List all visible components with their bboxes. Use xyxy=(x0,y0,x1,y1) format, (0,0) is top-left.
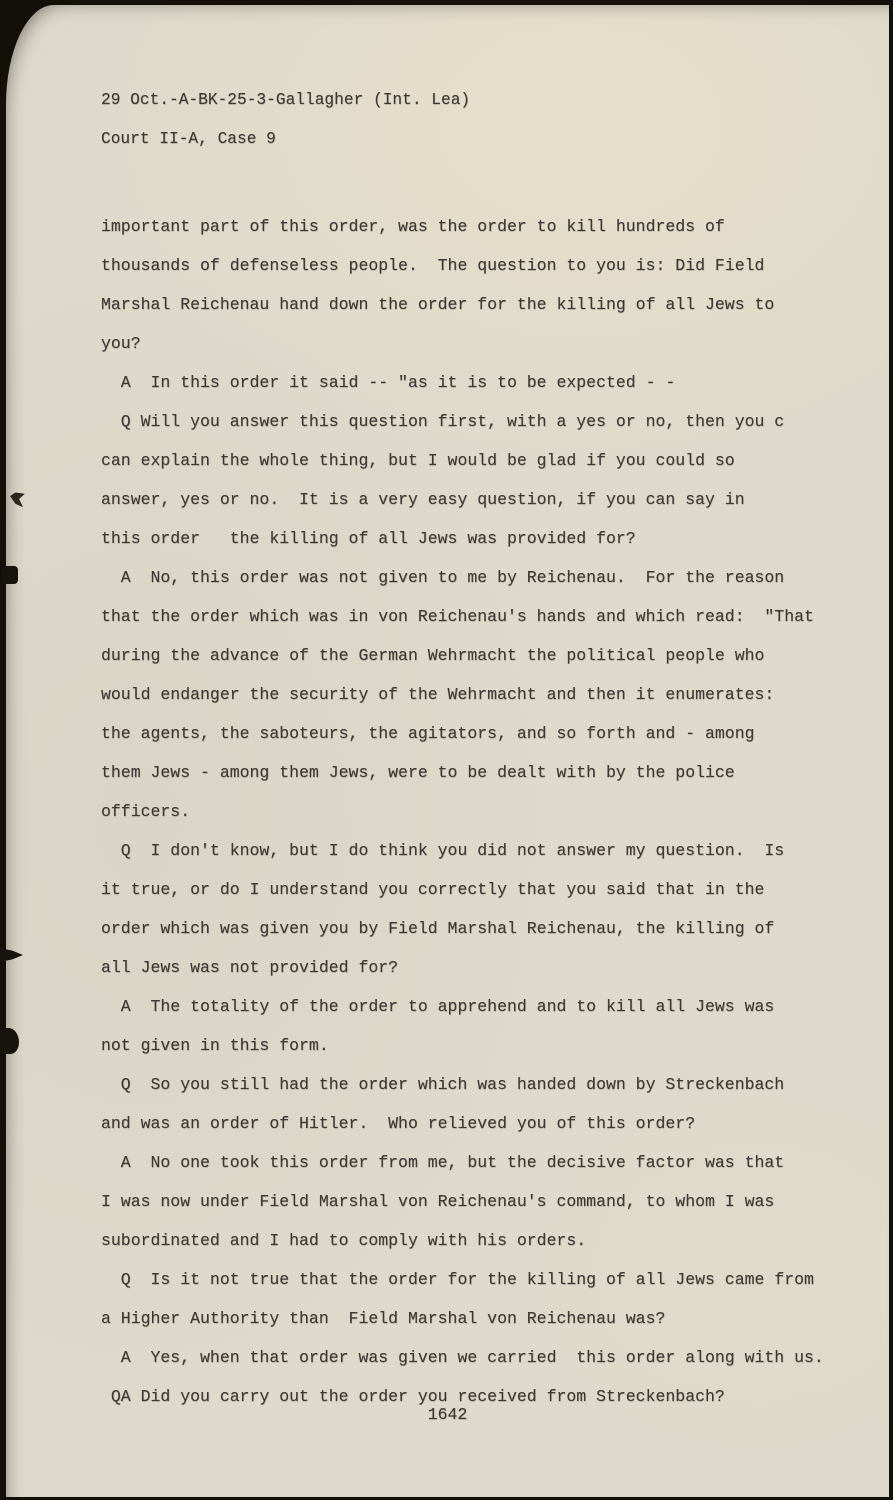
paper-sheet xyxy=(6,5,889,1497)
typed-line: important part of this order, was the order to kill hundreds of xyxy=(101,217,725,236)
typed-line: I was now under Field Marshal von Reichenau's command, to whom I was xyxy=(101,1192,775,1211)
header-line: 29 Oct.-A-BK-25-3-Gallagher (Int. Lea) xyxy=(101,91,471,109)
typed-line: can explain the whole thing, but I would be glad if you could so xyxy=(101,451,735,470)
typed-line: it true, or do I understand you correctly that you said that in the xyxy=(101,880,765,899)
typed-line: A The totality of the order to apprehend and to kill all Jews was xyxy=(101,997,775,1016)
typed-line: all Jews was not provided for? xyxy=(101,958,399,977)
typed-line: Q Is it not true that the order for the killing of all Jews came from xyxy=(101,1270,814,1289)
typed-line: a Higher Authority than Field Marshal von Reichenau was? xyxy=(101,1309,666,1328)
typed-line: Q I don't know, but I do think you did not answer my question. Is xyxy=(101,841,785,860)
typed-line: that the order which was in von Reichenau's hands and which read: "That xyxy=(101,607,814,626)
typed-line: A In this order it said -- "as it is to be expected - - xyxy=(101,373,676,392)
typed-line: QA Did you carry out the order you received from Streckenbach? xyxy=(101,1387,725,1406)
typed-line: the agents, the saboteurs, the agitators, and so forth and - among xyxy=(101,724,755,743)
typed-line: not given in this form. xyxy=(101,1036,329,1055)
typed-line: during the advance of the German Wehrmacht the political people who xyxy=(101,646,765,665)
typed-line: and was an order of Hitler. Who relieved you of this order? xyxy=(101,1114,696,1133)
typed-line: A No one took this order from me, but the decisive factor was that xyxy=(101,1153,785,1172)
page-number: 1642 xyxy=(427,1405,468,1424)
transcript-text xyxy=(101,207,824,1416)
typed-line: subordinated and I had to comply with his orders. xyxy=(101,1231,587,1250)
header-line: Court II-A, Case 9 xyxy=(101,130,276,148)
typed-line: order which was given you by Field Marshal Reichenau, the killing of xyxy=(101,919,775,938)
typed-line: Q Will you answer this question first, with a yes or no, then you c xyxy=(101,412,785,431)
typed-line: Q So you still had the order which was handed down by Streckenbach xyxy=(101,1075,785,1094)
typed-line: them Jews - among them Jews, were to be dealt with by the police xyxy=(101,763,735,782)
document-header xyxy=(101,89,470,167)
typed-line: would endanger the security of the Wehrmacht and then it enumerates: xyxy=(101,685,775,704)
typed-line: this order the killing of all Jews was provided for? xyxy=(101,529,636,548)
typed-line: Marshal Reichenau hand down the order for the killing of all Jews to xyxy=(101,295,775,314)
typed-line: thousands of defenseless people. The question to you is: Did Field xyxy=(101,256,765,275)
typed-line: officers. xyxy=(101,802,191,821)
ink-mark xyxy=(0,1028,19,1054)
typed-line: A No, this order was not given to me by Reichenau. For the reason xyxy=(101,568,785,587)
typed-line: A Yes, when that order was given we carried this order along with us. xyxy=(101,1348,824,1367)
ink-mark xyxy=(2,566,18,584)
typed-line: answer, yes or no. It is a very easy question, if you can say in xyxy=(101,490,745,509)
typed-line: you? xyxy=(101,334,141,353)
